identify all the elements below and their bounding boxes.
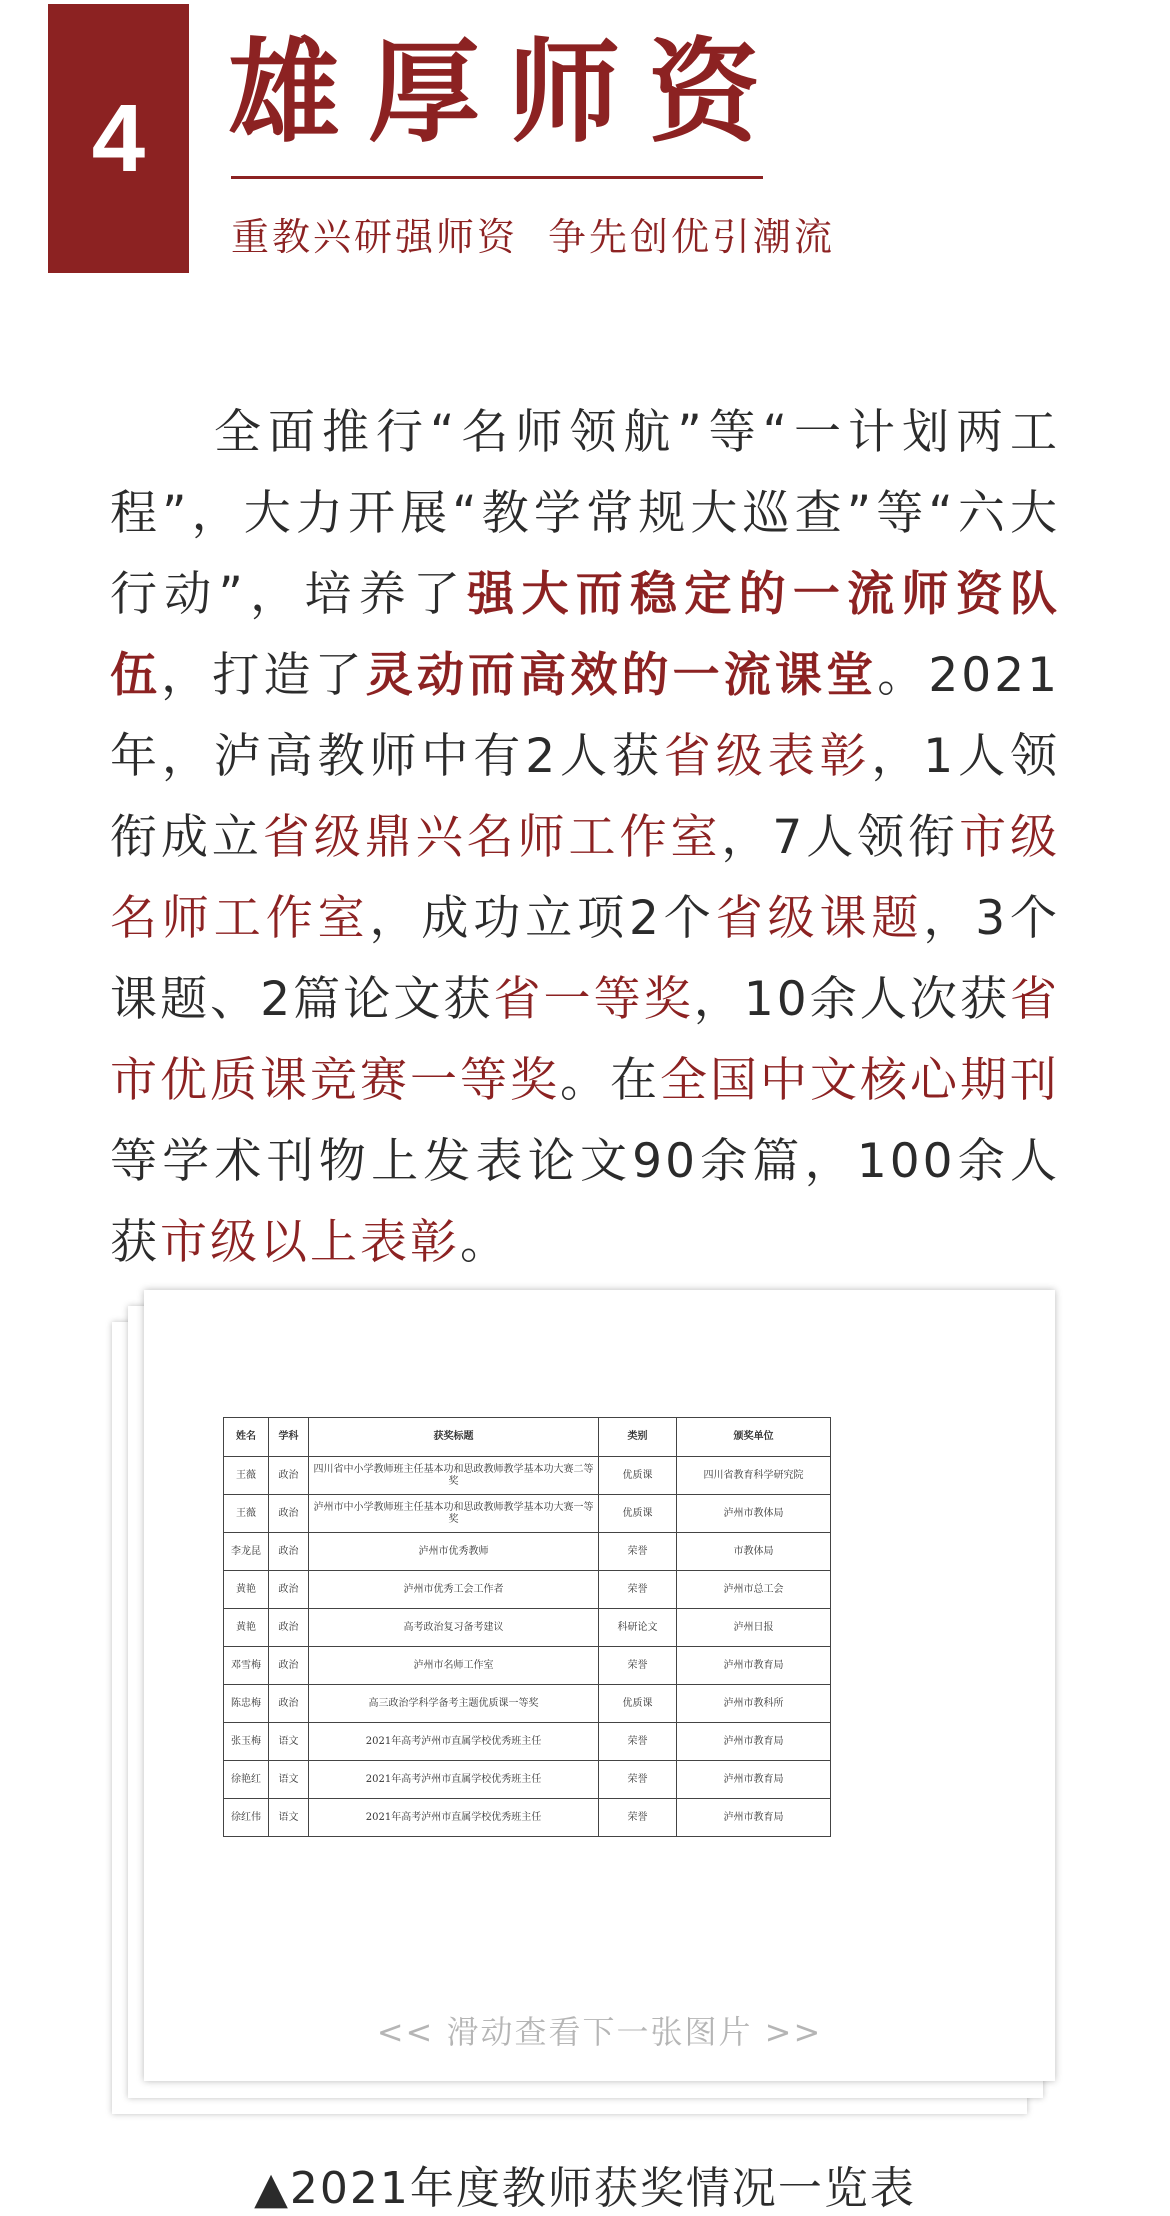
table-cell: 科研论文 bbox=[599, 1609, 677, 1647]
table-cell: 高三政治学科学备考主题优质课一等奖 bbox=[309, 1685, 599, 1723]
highlight-bold: 强大而稳定的一流师资队伍 bbox=[110, 567, 1060, 703]
text-run: ，3个课题、2篇论文获 bbox=[110, 891, 1061, 1027]
subtitle-part-2: 争先创优引潮流 bbox=[548, 215, 836, 259]
section-number: 4 bbox=[91, 84, 146, 192]
table-cell: 泸州市优秀教师 bbox=[309, 1533, 599, 1571]
table-cell: 语文 bbox=[269, 1761, 309, 1799]
table-cell: 高考政治复习备考建议 bbox=[309, 1609, 599, 1647]
table-cell: 政治 bbox=[269, 1495, 309, 1533]
table-cell: 优质课 bbox=[599, 1457, 677, 1495]
table-cell: 政治 bbox=[269, 1609, 309, 1647]
highlight-bold: 灵动而高效的一流课堂 bbox=[365, 648, 878, 703]
highlight: 省一等奖 bbox=[493, 972, 694, 1027]
table-row bbox=[224, 1609, 831, 1647]
table-cell: 荣誉 bbox=[599, 1723, 677, 1761]
table-row bbox=[224, 1761, 831, 1799]
highlight: 省级课题 bbox=[715, 891, 924, 946]
table-cell: 邓雪梅 bbox=[224, 1647, 269, 1685]
text-run: 。在 bbox=[560, 1053, 660, 1108]
table-row bbox=[224, 1495, 831, 1533]
text-run: 。 bbox=[460, 1215, 510, 1270]
highlight: 省市优质课竞赛一等奖 bbox=[110, 972, 1061, 1108]
text-run: 全面推行“名师领航”等“一计划两工程”，大力开展“教学常规大巡查”等“六大行动”，培养了 bbox=[110, 405, 1060, 622]
award-table bbox=[223, 1417, 831, 1837]
table-row bbox=[224, 1799, 831, 1837]
table-cell: 荣誉 bbox=[599, 1647, 677, 1685]
table-cell: 泸州日报 bbox=[677, 1609, 831, 1647]
highlight: 省级表彰 bbox=[663, 729, 872, 784]
image-caption: ▲2021年度教师获奖情况一览表 bbox=[254, 2163, 916, 2214]
article-paragraph bbox=[110, 392, 1060, 1283]
section-subtitle bbox=[231, 206, 835, 261]
table-cell: 泸州市教育局 bbox=[677, 1761, 831, 1799]
text-run: 等学术刊物上发表论文90余篇，100余人获 bbox=[110, 1134, 1060, 1270]
text-run: 。2021年，泸高教师中有2人获 bbox=[110, 648, 1060, 784]
highlight: 市级名师工作室 bbox=[110, 810, 1061, 946]
table-cell: 泸州市总工会 bbox=[677, 1571, 831, 1609]
text-run: ，1人领衔成立 bbox=[110, 729, 1061, 865]
table-cell: 语文 bbox=[269, 1723, 309, 1761]
table-cell: 泸州市教体局 bbox=[677, 1495, 831, 1533]
highlight: 省级鼎兴名师工作室 bbox=[262, 810, 722, 865]
table-header-cell: 姓名 bbox=[224, 1418, 269, 1457]
table-header-row bbox=[224, 1418, 831, 1457]
table-cell: 泸州市优秀工会工作者 bbox=[309, 1571, 599, 1609]
table-cell: 荣誉 bbox=[599, 1799, 677, 1837]
table-header-cell: 学科 bbox=[269, 1418, 309, 1457]
table-cell: 荣誉 bbox=[599, 1533, 677, 1571]
table-cell: 荣誉 bbox=[599, 1761, 677, 1799]
table-cell: 政治 bbox=[269, 1571, 309, 1609]
table-cell: 王薇 bbox=[224, 1457, 269, 1495]
table-cell: 政治 bbox=[269, 1685, 309, 1723]
table-cell: 语文 bbox=[269, 1799, 309, 1837]
table-cell: 政治 bbox=[269, 1457, 309, 1495]
table-row bbox=[224, 1457, 831, 1495]
table-row bbox=[224, 1685, 831, 1723]
text-run: ，7人领衔 bbox=[721, 810, 960, 865]
table-cell: 泸州市教科所 bbox=[677, 1685, 831, 1723]
table-cell: 泸州市教育局 bbox=[677, 1723, 831, 1761]
table-cell: 政治 bbox=[269, 1647, 309, 1685]
table-cell: 优质课 bbox=[599, 1495, 677, 1533]
table-row bbox=[224, 1533, 831, 1571]
swipe-hint: << 滑动查看下一张图片 >> bbox=[376, 2013, 823, 2051]
table-cell: 2021年高考泸州市直属学校优秀班主任 bbox=[309, 1723, 599, 1761]
table-cell: 泸州市教育局 bbox=[677, 1799, 831, 1837]
table-cell: 政治 bbox=[269, 1533, 309, 1571]
text-run: ，打造了 bbox=[161, 648, 366, 703]
highlight: 全国中文核心期刊 bbox=[660, 1053, 1060, 1108]
table-header-cell: 获奖标题 bbox=[309, 1418, 599, 1457]
table-header-cell: 颁奖单位 bbox=[677, 1418, 831, 1457]
section-title: 雄厚师资 bbox=[228, 28, 788, 158]
table-cell: 优质课 bbox=[599, 1685, 677, 1723]
table-cell: 泸州市教育局 bbox=[677, 1647, 831, 1685]
table-cell: 黄艳 bbox=[224, 1609, 269, 1647]
table-cell: 四川省中小学教师班主任基本功和思政教师教学基本功大赛二等奖 bbox=[309, 1457, 599, 1495]
image-swipe-card[interactable] bbox=[144, 1290, 1055, 2081]
title-divider bbox=[231, 176, 763, 179]
text-run: ，成功立项2个 bbox=[369, 891, 716, 946]
table-cell: 黄艳 bbox=[224, 1571, 269, 1609]
highlight: 市级以上表彰 bbox=[160, 1215, 460, 1270]
table-cell: 泸州市中小学教师班主任基本功和思政教师教学基本功大赛一等奖 bbox=[309, 1495, 599, 1533]
table-row bbox=[224, 1571, 831, 1609]
table-cell: 徐艳红 bbox=[224, 1761, 269, 1799]
text-run: ，10余人次获 bbox=[693, 972, 1011, 1027]
table-cell: 陈忠梅 bbox=[224, 1685, 269, 1723]
table-header-cell: 类别 bbox=[599, 1418, 677, 1457]
table-cell: 泸州市名师工作室 bbox=[309, 1647, 599, 1685]
table-cell: 市教体局 bbox=[677, 1533, 831, 1571]
table-cell: 王薇 bbox=[224, 1495, 269, 1533]
table-cell: 徐红伟 bbox=[224, 1799, 269, 1837]
table-cell: 2021年高考泸州市直属学校优秀班主任 bbox=[309, 1761, 599, 1799]
table-row bbox=[224, 1647, 831, 1685]
table-cell: 李龙昆 bbox=[224, 1533, 269, 1571]
table-cell: 四川省教育科学研究院 bbox=[677, 1457, 831, 1495]
section-number-badge bbox=[48, 4, 189, 273]
table-row bbox=[224, 1723, 831, 1761]
table-cell: 张玉梅 bbox=[224, 1723, 269, 1761]
table-cell: 荣誉 bbox=[599, 1571, 677, 1609]
table-cell: 2021年高考泸州市直属学校优秀班主任 bbox=[309, 1799, 599, 1837]
subtitle-part-1: 重教兴研强师资 bbox=[231, 215, 519, 259]
